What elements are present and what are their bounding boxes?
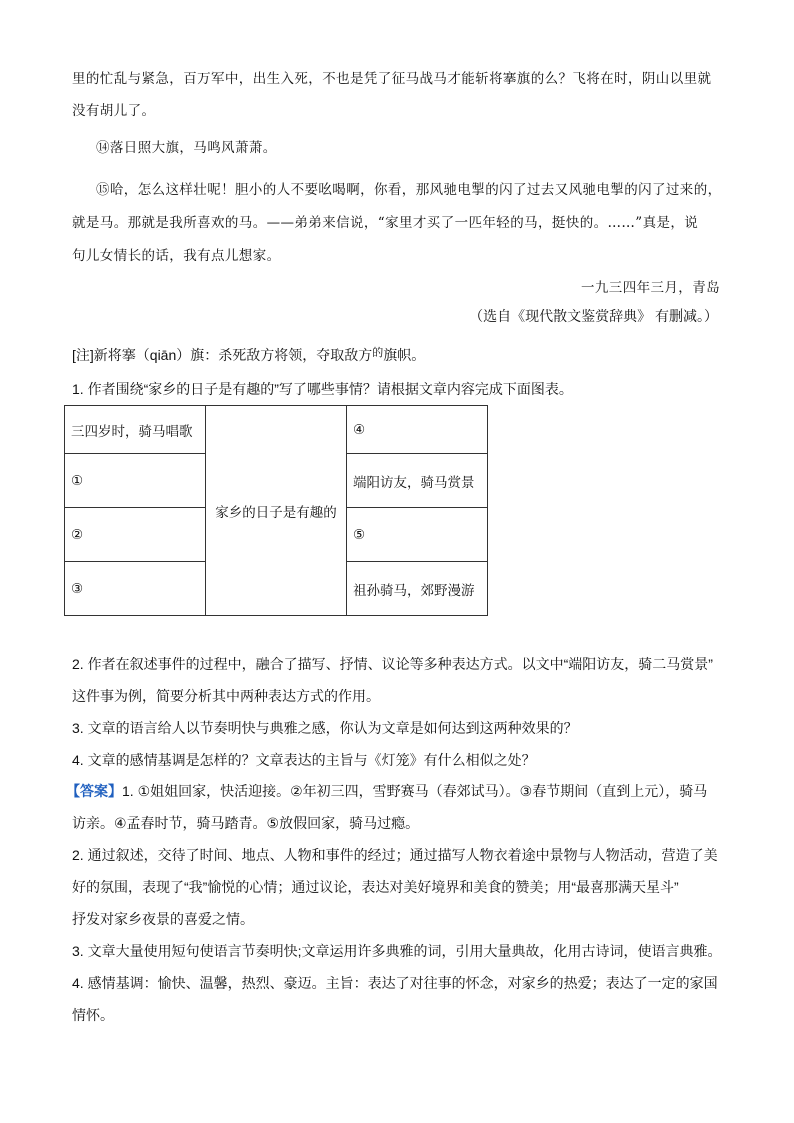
center-cell: 家乡的日子是有趣的	[206, 406, 347, 616]
passage-date-place: 一九三四年三月，青岛	[581, 280, 720, 296]
passage-line: 就是马。那就是我所喜欢的马。——弟弟来信说，“家里才买了一匹年轻的马，挺快的。……”真是，说	[72, 215, 699, 231]
answer-label: 【答案】	[66, 783, 122, 799]
question-1: 1. 作者围绕“家乡的日子是有趣的”写了哪些事情？请根据文章内容完成下面图表。	[72, 381, 573, 397]
question-3: 3. 文章的语言给人以节奏明快与典雅之感，你认为文章是如何达到这两种效果的？	[72, 720, 578, 736]
left-cell: ②	[65, 508, 206, 562]
question-2-cont: 这件事为例，简要分析其中两种表达方式的作用。	[72, 688, 380, 704]
passage-paragraph-15: ⑮哈，怎么这样壮呢！胆小的人不要吆喝啊，你看，那风驰电掣的闪了过去又风驰电掣的闪了过来的，	[96, 182, 722, 198]
event-diagram	[64, 405, 488, 616]
answer-text: 1. ①姐姐回家，快活迎接。②年初三四，雪野赛马（春郊试马）。③春节期间（直到上元），骑马	[122, 783, 708, 799]
answer-2: 2. 通过叙述，交待了时间、地点、人物和事件的经过；通过描写人物衣着途中景物与人物活动，营造了美	[72, 847, 718, 863]
answer-4-cont: 情怀。	[72, 1007, 114, 1023]
note-raised-char: 的	[372, 347, 384, 359]
answer-2-cont: 好的氛围，表现了“我”愉悦的心情；通过议论，表达对美好境界和美食的赞美；用“最喜那满天星斗”	[72, 879, 679, 895]
passage-source: （选自《现代散文鉴赏辞典》 有删减。）	[469, 308, 718, 324]
passage-paragraph-14: ⑭落日照大旗，马鸣风萧萧。	[96, 140, 277, 156]
left-cell: ③	[65, 562, 206, 616]
answer-1-cont: 访亲。④孟春时节，骑马踏青。⑤放假回家，骑马过瘾。	[72, 815, 420, 831]
right-cell: 祖孙骑马，郊野漫游	[347, 562, 488, 616]
right-cell: ④	[347, 406, 488, 454]
question-4: 4. 文章的感情基调是怎样的？文章表达的主旨与《灯笼》有什么相似之处？	[72, 752, 536, 768]
passage-line: 没有胡儿了。	[72, 103, 156, 119]
passage-line: 里的忙乱与紧急，百万军中，出生入死，不也是凭了征马战马才能斩将搴旗的么？飞将在时，阴山以里就	[72, 71, 712, 87]
note-text-end: 旗帜。	[383, 347, 426, 363]
answer-1	[66, 781, 707, 801]
annotation-note	[72, 345, 425, 365]
right-cell: 端阳访友，骑马赏景	[347, 454, 488, 508]
answer-3: 3. 文章大量使用短句使语言节奏明快;文章运用许多典雅的词，引用大量典故，化用古诗词，使语言典雅。	[72, 943, 722, 959]
left-cell: 三四岁时，骑马唱歌	[65, 406, 206, 454]
left-cell: ①	[65, 454, 206, 508]
passage-line: 句儿女情长的话，我有点儿想家。	[72, 248, 281, 264]
right-cell: ⑤	[347, 508, 488, 562]
note-text: [注]新将搴（qiān）旗：杀死敌方将领，夺取敌方	[72, 347, 373, 363]
answer-2-cont: 抒发对家乡夜景的喜爱之情。	[72, 911, 254, 927]
question-2: 2. 作者在叙述事件的过程中，融合了描写、抒情、议论等多种表达方式。以文中“端阳访友，骑二马赏景”	[72, 656, 713, 672]
answer-4: 4. 感情基调：愉快、温馨，热烈、豪迈。主旨：表达了对往事的怀念，对家乡的热爱；表达了一定的家国	[72, 975, 718, 991]
